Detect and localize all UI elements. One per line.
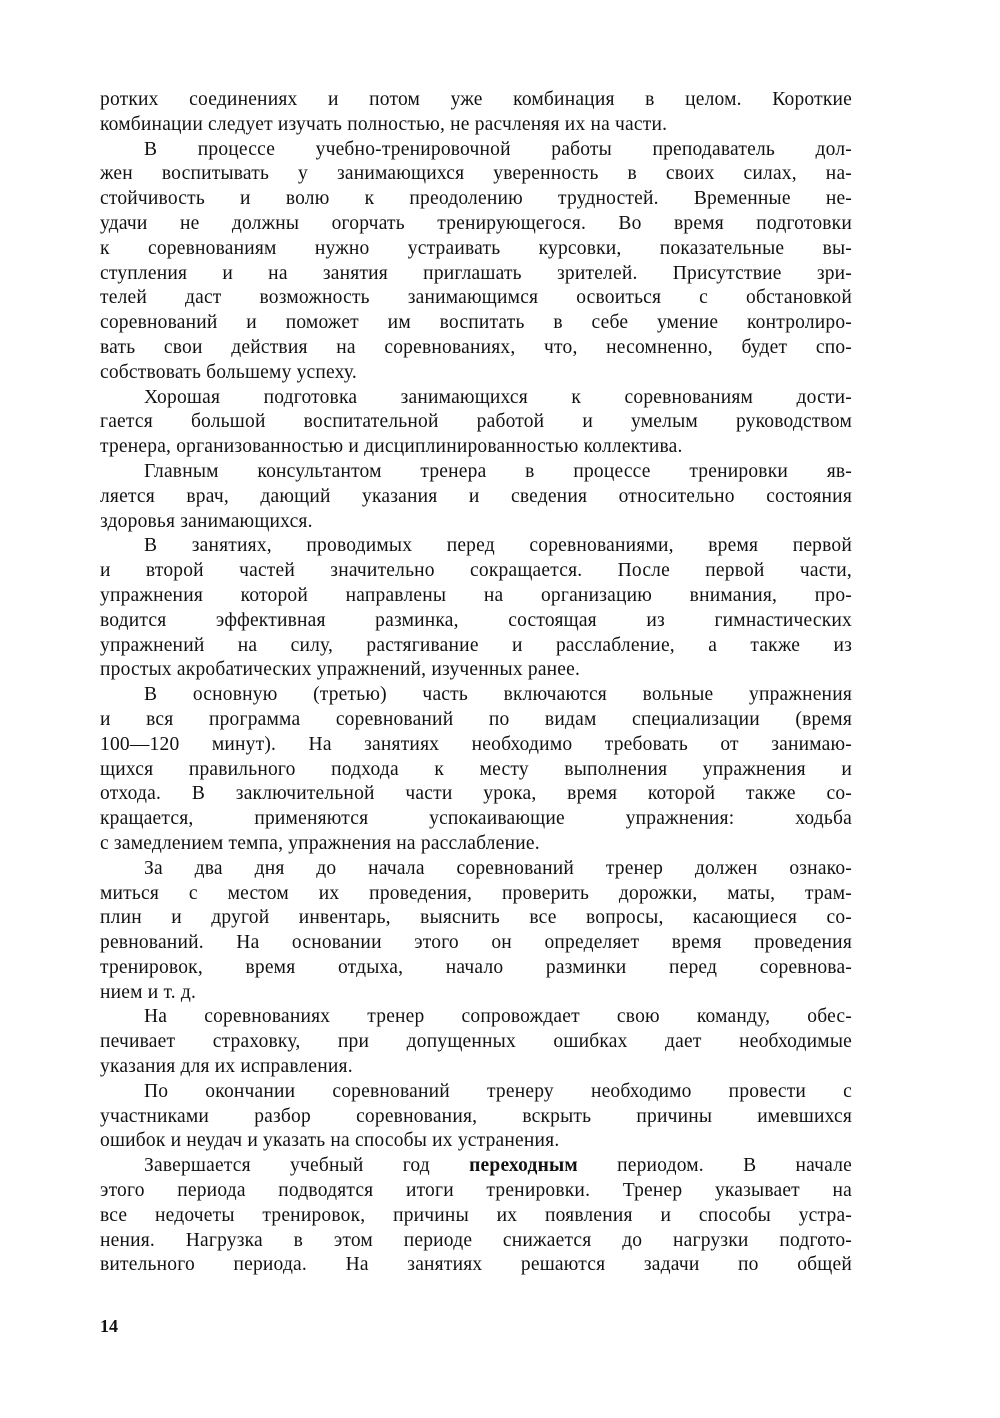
paragraph — [100, 534, 852, 683]
text-line: упражнения которой направлены на организацию внимания, про- — [100, 584, 852, 606]
paragraph — [100, 88, 852, 138]
text-line: плин и другой инвентарь, выяснить все вопросы, касающиеся со- — [100, 907, 852, 929]
text-line: ляется врач, дающий указания и сведения относительно состояния — [100, 485, 852, 507]
bold-term: переходным — [469, 1155, 578, 1177]
paragraph — [100, 386, 852, 460]
paragraph-final — [100, 1154, 852, 1278]
text-line: удачи не должны огорчать тренирующегося. Во время подготовки — [100, 212, 852, 234]
text-line: стойчивость и волю к преодолению трудностей. Временные не- — [100, 188, 852, 210]
text-line: ступления и на занятия приглашать зрителей. Присутствие зри- — [100, 262, 852, 284]
text-line: тренировок, время отдыха, начало разминки перед соревнова- — [100, 956, 852, 978]
paragraph — [100, 138, 852, 386]
text-line: упражнений на силу, растягивание и расслабление, а также из — [100, 634, 852, 656]
text-line: вительного периода. На занятиях решаются задачи по общей — [100, 1254, 852, 1276]
paragraph — [100, 683, 852, 857]
page-body — [100, 88, 852, 1278]
text-fragment: периодом. В начале — [577, 1155, 852, 1177]
text-line: ротких соединениях и потом уже комбинация в целом. Короткие — [100, 89, 852, 110]
text-line: телей даст возможность занимающимся освоиться с обстановкой — [100, 287, 852, 309]
text-line: Главным консультантом тренера в процессе тренировки яв- — [144, 460, 852, 482]
text-line — [100, 1154, 852, 1179]
text-line: ревнований. На основании этого он определяет время проведения — [100, 932, 852, 954]
text-line: и второй частей значительно сокращается. После первой части, — [100, 560, 852, 582]
text-line: отхода. В заключительной части урока, время которой также со- — [100, 783, 852, 805]
text-line: водится эффективная разминка, состоящая из гимнастических — [100, 609, 852, 631]
text-line: участниками разбор соревнования, вскрыть причины имевшихся — [100, 1105, 852, 1127]
text-line: В занятиях, проводимых перед соревнованиями, время первой — [144, 535, 852, 557]
text-line: В основную (третью) часть включаются вольные упражнения — [144, 684, 852, 706]
text-line: вать свои действия на соревнованиях, что, несомненно, будет спо- — [100, 336, 852, 358]
text-line: все недочеты тренировок, причины их появления и способы устра- — [100, 1204, 852, 1226]
text-line: и вся программа соревнований по видам специализации (время — [100, 708, 852, 730]
text-line: ошибок и неудач и указать на способы их устранения. — [100, 1130, 560, 1152]
text-line: гается большой воспитательной работой и умелым руководством — [100, 411, 852, 433]
text-line: этого периода подводятся итоги тренировки. Тренер указывает на — [100, 1180, 852, 1202]
text-line: кращается, применяются успокаивающие упражнения: ходьба — [100, 808, 852, 830]
text-line: нием и т. д. — [100, 981, 197, 1003]
text-line: В процессе учебно-тренировочной работы преподаватель дол- — [144, 138, 852, 160]
paragraph — [100, 1080, 852, 1154]
text-line: На соревнованиях тренер сопровождает свою команду, обес- — [144, 1006, 852, 1028]
text-fragment: Завершается учебный год — [144, 1155, 470, 1177]
text-line: печивает страховку, при допущенных ошибках дает необходимые — [100, 1031, 852, 1053]
paragraph — [100, 1005, 852, 1079]
text-line: соревнований и поможет им воспитать в себе умение контролиро- — [100, 312, 852, 334]
page-number: 14 — [100, 1316, 118, 1336]
text-line: здоровья занимающихся. — [100, 510, 313, 532]
text-line: указания для их исправления. — [100, 1056, 353, 1078]
text-line: 100—120 минут). На занятиях необходимо требовать от занимаю- — [100, 733, 852, 755]
text-line: нения. Нагрузка в этом периоде снижается до нагрузки подгото- — [100, 1229, 852, 1251]
text-line: щихся правильного подхода к месту выполнения упражнения и — [100, 758, 852, 780]
text-line: По окончании соревнований тренеру необходимо провести с — [144, 1080, 852, 1102]
paragraph — [100, 857, 852, 1006]
text-line: тренера, организованностью и дисциплинированностью коллектива. — [100, 436, 683, 458]
text-line: комбинации следует изучать полностью, не расчленяя их на части. — [100, 113, 668, 135]
text-line: к соревнованиям нужно устраивать курсовки, показательные вы- — [100, 237, 852, 259]
text-line: За два дня до начала соревнований тренер должен ознако- — [144, 857, 852, 879]
paragraph — [100, 460, 852, 534]
text-line: простых акробатических упражнений, изученных ранее. — [100, 659, 581, 681]
text-line: собствовать большему успеху. — [100, 361, 357, 383]
text-line: с замедлением темпа, упражнения на расслабление. — [100, 832, 540, 854]
text-line: Хорошая подготовка занимающихся к соревнованиям дости- — [144, 386, 852, 408]
text-line: миться с местом их проведения, проверить дорожки, маты, трам- — [100, 882, 852, 904]
text-line: жен воспитывать у занимающихся уверенность в своих силах, на- — [100, 163, 852, 185]
